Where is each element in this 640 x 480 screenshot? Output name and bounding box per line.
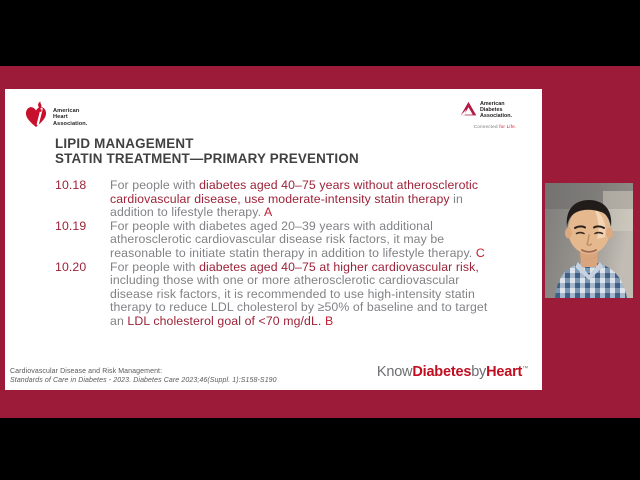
aha-heart-torch-icon — [23, 101, 49, 134]
letterbox-top — [0, 0, 640, 66]
recommendation-item — [55, 261, 503, 329]
aha-logo-text: American Heart Association. — [53, 107, 88, 127]
recommendation-item — [55, 220, 503, 261]
recommendation-number: 10.19 — [55, 218, 87, 233]
stage-background — [0, 66, 640, 418]
slide-title-line1: LIPID MANAGEMENT — [55, 136, 194, 151]
ada-logo — [460, 101, 530, 129]
ada-logo-text: American Diabetes Association. — [480, 101, 513, 120]
citation-line1: Cardiovascular Disease and Risk Management: — [10, 367, 163, 375]
recommendation-item — [55, 179, 503, 220]
kdbh-diabetes: Diabetes — [412, 364, 472, 380]
know-diabetes-by-heart-logo — [377, 364, 528, 380]
citation-line2: Standards of Care in Diabetes - 2023. Diabetes Care 2023;46(Suppl. 1):S158-S190 — [10, 376, 277, 384]
aha-logo — [23, 101, 87, 134]
slide-title — [55, 137, 359, 166]
ada-triangle-icon — [460, 101, 477, 122]
recommendation-list — [55, 179, 503, 329]
kdbh-heart: Heart — [486, 364, 523, 380]
recommendation-number: 10.18 — [55, 178, 87, 192]
recommendation-number: 10.20 — [55, 259, 87, 274]
ada-tagline: Connected for Life. — [473, 124, 517, 129]
presenter-video — [545, 183, 633, 298]
recommendation-text: For people with diabetes aged 40–75 years without atherosclerotic cardiovascular disease, use moderate-intensity statin therapy in addition to lifestyle therapy. A — [110, 178, 479, 220]
recommendation-text: For people with diabetes aged 20–39 years with additional atherosclerotic cardiovascular disease risk factors, it may be reasonable to initiate statin therapy in addition to lifestyle therapy. C — [110, 218, 485, 260]
letterbox-bottom — [0, 418, 640, 480]
slide-title-line2: STATIN TREATMENT—PRIMARY PREVENTION — [55, 150, 359, 166]
presentation-slide — [5, 89, 542, 390]
kdbh-by: by — [471, 364, 487, 380]
presenter-illustration — [545, 183, 633, 298]
recommendation-text: For people with diabetes aged 40–75 at higher cardiovascular risk, including those with one or more atherosclerotic cardiovascular disease risk factors, it is recommended to use high-intensity statin therapy to reduce LDL cholesterol by ≥50% of baseline and to target an LDL cholesterol goal of <70 mg/dL. B — [110, 259, 488, 328]
kdbh-know: Know — [376, 364, 413, 380]
kdbh-trademark: ™ — [522, 366, 528, 373]
slide-citation — [10, 367, 277, 385]
